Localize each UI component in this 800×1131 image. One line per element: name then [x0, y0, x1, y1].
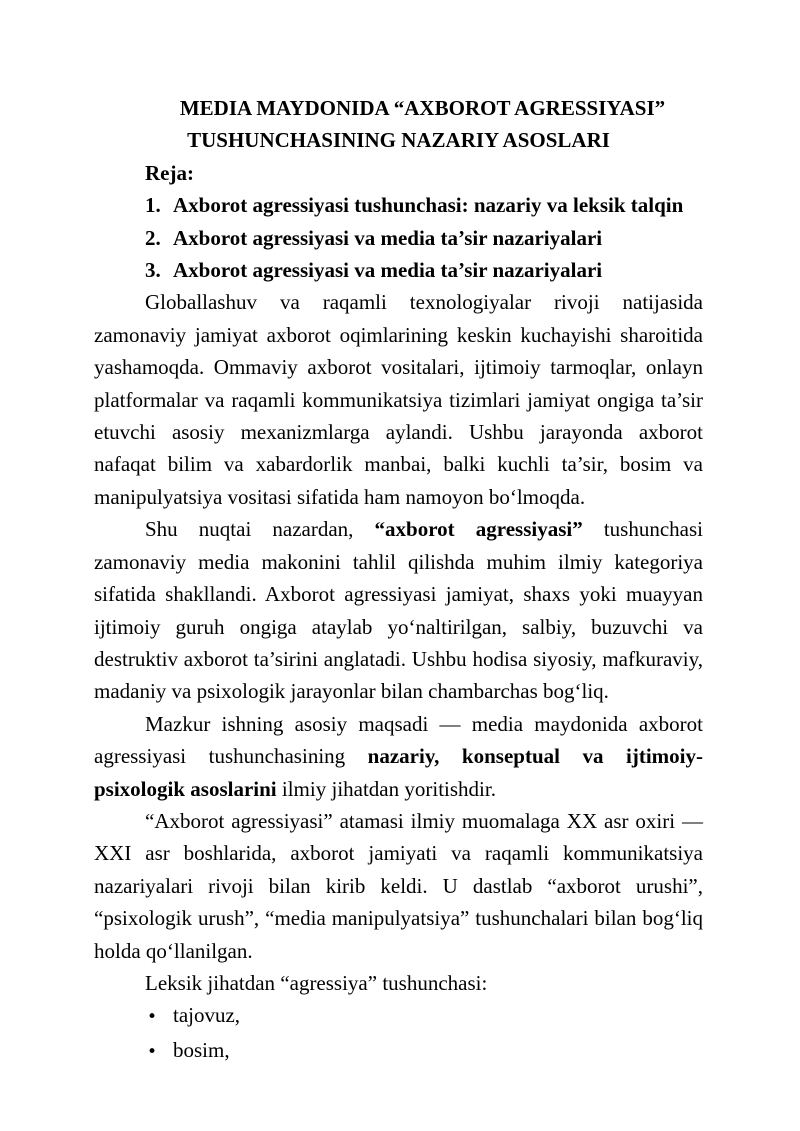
- body-paragraph: [94, 967, 703, 999]
- plan-item-text: Axborot agressiyasi va media ta’sir nazariyalari: [173, 258, 603, 283]
- bullet-marker-icon: •: [147, 1041, 158, 1062]
- bullet-item-text: tajovuz,: [173, 1003, 241, 1028]
- paragraph-text: Globallashuv va raqamli texnologiyalar rivoji natijasida zamonaviy jamiyat axborot oqimlarining keskin kuchayishi sharoitida yashamoqda. Ommaviy axborot vositalari, ijtimoiy tarmoqlar, onlayn platformalar va raqamli kommunikatsiya tizimlari jamiyat ongiga ta’sir etuvchi asosiy mexanizmlarga aylandi. Ushbu jarayonda axborot nafaqat bilim va xabardorlik manbai, balki kuchli ta’sir, bosim va manipulyatsiya vositasi sifatida ham namoyon bo‘lmoqda.: [94, 290, 703, 509]
- paragraph-text: Leksik jihatdan “agressiya” tushunchasi:: [145, 970, 488, 995]
- plan-heading: Reja:: [145, 160, 194, 185]
- plan-item-number: 2.: [145, 225, 161, 250]
- bullet-item-text: bosim,: [173, 1037, 230, 1062]
- plan-item-2: [145, 222, 703, 254]
- plan-item-3: [145, 254, 703, 286]
- paragraph-text: Shu nuqtai nazardan,: [145, 517, 375, 542]
- bullet-list-item: [147, 999, 703, 1033]
- paragraph-text: ilmiy jihatdan yoritishdir.: [276, 776, 496, 801]
- paragraph-bold-text: nazariy, konseptual va ijtimoiy-psixologik asoslarini: [94, 744, 703, 801]
- paragraph-text: tushunchasi zamonaviy media makonini tahlil qilishda muhim ilmiy kategoriya sifatida shakllandi. Axborot agressiyasi jamiyat, shaxs yoki muayyan ijtimoiy guruh ongiga ataylab yo‘naltirilgan, salbiy, buzuvchi va destruktiv axborot ta’sirini anglatadi. Ushbu hodisa siyosiy, mafkuraviy, madaniy va psixologik jarayonlar bilan chambarchas bog‘liq.: [94, 517, 704, 704]
- plan-item-text: Axborot agressiyasi va media ta’sir nazariyalari: [173, 225, 603, 250]
- bullet-list-item: [147, 1034, 703, 1068]
- document-title-line1: MEDIA MAYDONIDA “AXBOROT AGRESSIYASI”: [179, 96, 666, 120]
- plan-item-1: [145, 189, 703, 221]
- paragraph-text: Mazkur ishning asosiy maqsadi — media maydonida axborot agressiyasi tushunchasining: [94, 711, 703, 769]
- plan-item-number: 3.: [145, 258, 161, 283]
- body-paragraph: [94, 708, 703, 805]
- paragraph-bold-text: “axborot agressiyasi”: [374, 517, 583, 542]
- document-title: [94, 92, 703, 157]
- plan-item-number: 1.: [145, 193, 161, 218]
- body-paragraph: [94, 513, 703, 707]
- paragraph-text: “Axborot agressiyasi” atamasi ilmiy muomalaga XX asr oxiri — XXI asr boshlarida, axborot jamiyati va raqamli kommunikatsiya nazariyalari rivoji bilan kirib keldi. U dastlab “axborot urushi”, “psixologik urush”, “media manipulyatsiya” tushunchalari bilan bog‘liq holda qo‘llanilgan.: [94, 808, 703, 963]
- body-paragraph: [94, 805, 703, 967]
- document-title-line2: TUSHUNCHASINING NAZARIY ASOSLARI: [187, 128, 610, 153]
- body-paragraph: [94, 286, 703, 513]
- bullet-marker-icon: •: [147, 1007, 158, 1028]
- plan-item-text: Axborot agressiyasi tushunchasi: nazariy va leksik talqin: [173, 193, 684, 218]
